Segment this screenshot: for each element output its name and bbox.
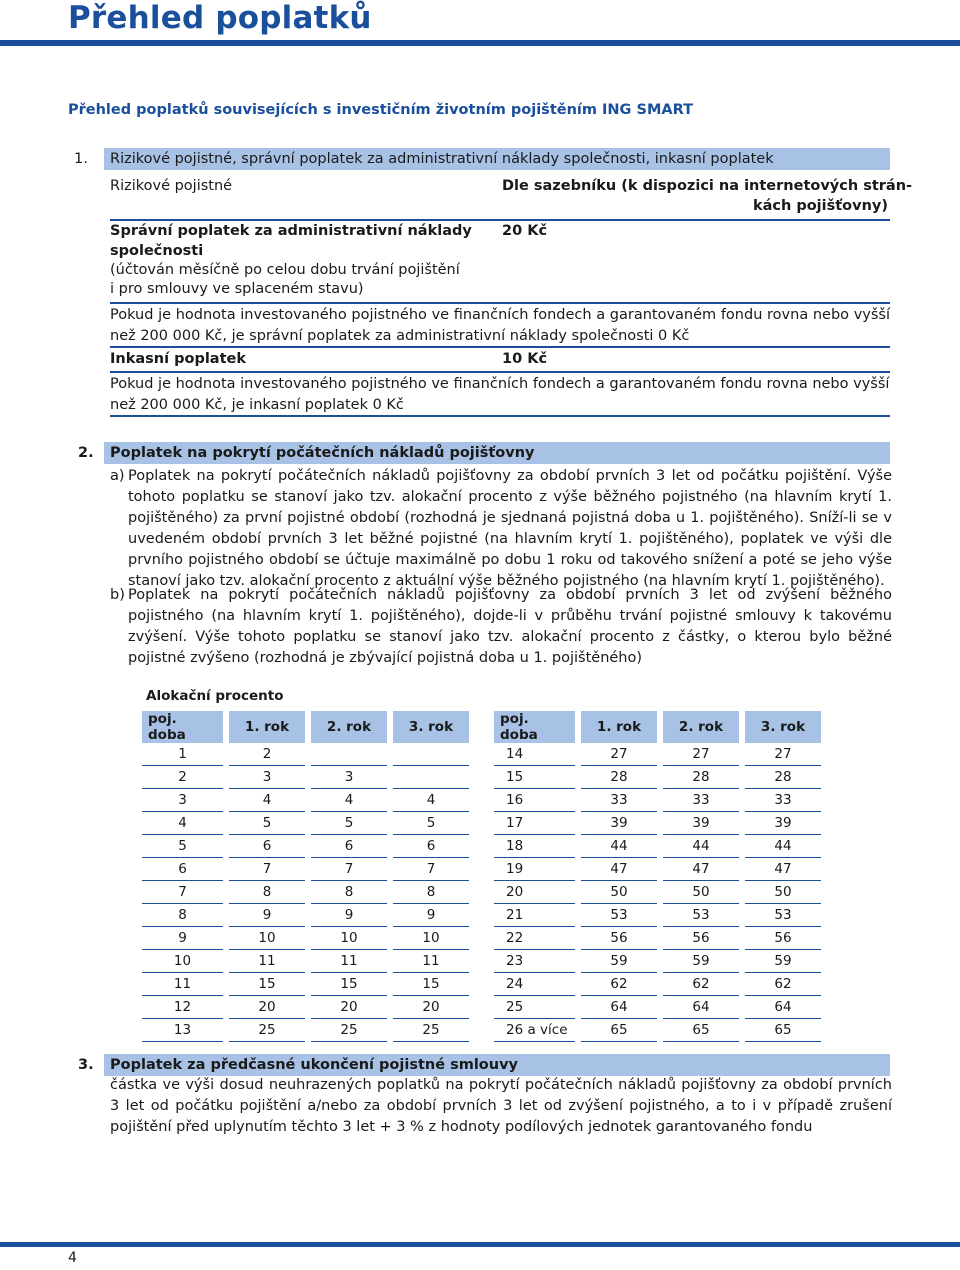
table-cell: 33	[745, 789, 821, 812]
table-row	[142, 973, 469, 996]
table-cell: 59	[663, 950, 739, 973]
admin-note-line2: i pro smlouvy ve splaceném stavu)	[110, 281, 364, 297]
table-cell: 7	[142, 881, 223, 904]
table-cell: 22	[494, 927, 575, 950]
table-cell: 65	[581, 1019, 657, 1042]
table-row	[494, 743, 821, 766]
table-cell: 27	[745, 743, 821, 766]
table-row	[142, 1019, 469, 1042]
table-cell: 56	[663, 927, 739, 950]
table-cell: 65	[663, 1019, 739, 1042]
table-cell: 56	[581, 927, 657, 950]
table-row	[494, 973, 821, 996]
table-cell: 24	[494, 973, 575, 996]
admin-label-line2: společnosti	[110, 243, 204, 259]
table-cell: 7	[229, 858, 305, 881]
table-cell: 25	[229, 1019, 305, 1042]
table-row	[142, 904, 469, 927]
table-cell: 20	[311, 996, 387, 1019]
table-row	[142, 789, 469, 812]
table-cell: 15	[494, 766, 575, 789]
header-rok-1: 1. rok	[581, 711, 657, 743]
table-cell: 26 a více	[494, 1019, 575, 1042]
table-cell: 8	[393, 881, 469, 904]
table-cell: 39	[745, 812, 821, 835]
table-row	[494, 927, 821, 950]
section2-item-b-label: b)	[110, 587, 125, 603]
table-cell: 3	[142, 789, 223, 812]
table-cell: 59	[581, 950, 657, 973]
table-row	[142, 766, 469, 789]
alokace-table-left	[136, 711, 475, 1042]
table-row	[142, 927, 469, 950]
table-cell: 13	[142, 1019, 223, 1042]
table-cell: 59	[745, 950, 821, 973]
table-cell: 18	[494, 835, 575, 858]
section2-item-b-text: Poplatek na pokrytí počátečních nákladů pojišťovny za období prvních 3 let od zvýšení běžného pojistného (na hlavním krytí 1. pojištěného), dojde-li v průběhu trvání pojistné smlouvy k takovému zvýšení. Výše tohoto poplatku se stanoví jako tzv. alokační procento z částky, o kterou bylo běžné pojistné zvýšeno (rozhodná je zbývající pojistná doba u 1. pojištěného)	[128, 587, 892, 666]
table-cell: 50	[663, 881, 739, 904]
table-cell: 33	[663, 789, 739, 812]
table-cell: 10	[393, 927, 469, 950]
table-row	[494, 789, 821, 812]
section1-heading: Rizikové pojistné, správní poplatek za administrativní náklady společnosti, inkasní poplatek	[104, 148, 890, 170]
title-rule	[0, 40, 960, 46]
table-cell: 25	[311, 1019, 387, 1042]
header-rok-2: 2. rok	[663, 711, 739, 743]
header-rok-3: 3. rok	[745, 711, 821, 743]
header-rok-1: 1. rok	[229, 711, 305, 743]
table-cell: 33	[581, 789, 657, 812]
table-cell: 2	[229, 743, 305, 766]
table-cell: 44	[581, 835, 657, 858]
table-cell: 4	[311, 789, 387, 812]
table-cell: 50	[581, 881, 657, 904]
table-row	[142, 858, 469, 881]
risk-label: Rizikové pojistné	[110, 178, 233, 194]
table-cell: 23	[494, 950, 575, 973]
table-cell: 62	[745, 973, 821, 996]
table-cell: 10	[229, 927, 305, 950]
table-cell: 12	[142, 996, 223, 1019]
table-cell: 5	[142, 835, 223, 858]
table-cell: 44	[663, 835, 739, 858]
table-cell: 6	[393, 835, 469, 858]
table-cell: 39	[581, 812, 657, 835]
table-row	[142, 950, 469, 973]
table-cell: 5	[311, 812, 387, 835]
table-row	[494, 950, 821, 973]
table-cell: 53	[745, 904, 821, 927]
alokace-title: Alokační procento	[146, 688, 284, 704]
table-cell: 64	[745, 996, 821, 1019]
table-cell: 20	[229, 996, 305, 1019]
table-cell: 9	[229, 904, 305, 927]
table-cell: 28	[745, 766, 821, 789]
table-cell: 17	[494, 812, 575, 835]
table-cell: 62	[581, 973, 657, 996]
table-cell: 25	[494, 996, 575, 1019]
admin-value: 20 Kč	[502, 223, 548, 239]
table-cell: 2	[142, 766, 223, 789]
table-cell: 28	[581, 766, 657, 789]
table-cell: 47	[663, 858, 739, 881]
page-number: 4	[68, 1250, 77, 1266]
table-cell	[393, 743, 469, 766]
table-cell: 3	[229, 766, 305, 789]
table-row	[494, 812, 821, 835]
table-cell: 19	[494, 858, 575, 881]
section1-number: 1.	[74, 151, 88, 167]
inkaso-label: Inkasní poplatek	[110, 351, 247, 367]
table-cell: 39	[663, 812, 739, 835]
table-cell: 6	[311, 835, 387, 858]
table-cell: 65	[745, 1019, 821, 1042]
table-cell: 8	[142, 904, 223, 927]
table-cell: 47	[581, 858, 657, 881]
section2-heading: Poplatek na pokrytí počátečních nákladů pojišťovny	[104, 442, 890, 464]
table-cell: 64	[581, 996, 657, 1019]
table-row	[494, 881, 821, 904]
table-cell: 3	[311, 766, 387, 789]
table-cell: 4	[229, 789, 305, 812]
table-cell: 44	[745, 835, 821, 858]
risk-value-line2: kách pojišťovny)	[752, 198, 888, 214]
table-cell: 5	[393, 812, 469, 835]
table-cell: 25	[393, 1019, 469, 1042]
header-poj-doba: poj. doba	[494, 711, 575, 743]
alokace-left-header-row	[142, 711, 469, 743]
inkaso-footnote: Pokud je hodnota investovaného pojistného ve finančních fondech a garantovaném fondu rovna nebo vyšší než 200 000 Kč, je inkasní poplatek 0 Kč	[110, 376, 890, 413]
table-cell: 7	[393, 858, 469, 881]
table-cell: 9	[393, 904, 469, 927]
section2-item-a-label: a)	[110, 468, 125, 484]
table-cell: 53	[581, 904, 657, 927]
table-cell: 5	[229, 812, 305, 835]
section3-heading: Poplatek za předčasné ukončení pojistné smlouvy	[104, 1054, 890, 1076]
table-cell: 15	[229, 973, 305, 996]
table-cell: 8	[311, 881, 387, 904]
table-cell: 20	[393, 996, 469, 1019]
header-rok-2: 2. rok	[311, 711, 387, 743]
section2-number: 2.	[78, 445, 94, 461]
admin-label-line1: Správní poplatek za administrativní náklady	[110, 223, 472, 239]
alokace-right-header-row	[494, 711, 821, 743]
table-cell: 27	[663, 743, 739, 766]
table-cell: 11	[393, 950, 469, 973]
table-cell: 10	[142, 950, 223, 973]
table-cell: 64	[663, 996, 739, 1019]
table-cell: 20	[494, 881, 575, 904]
header-poj-doba: poj. doba	[142, 711, 223, 743]
header-rok-3: 3. rok	[393, 711, 469, 743]
table-row	[142, 881, 469, 904]
table-cell: 4	[393, 789, 469, 812]
table-cell: 27	[581, 743, 657, 766]
rule-3	[110, 346, 890, 348]
inkaso-value: 10 Kč	[502, 351, 548, 367]
section2-item-a-text: Poplatek na pokrytí počátečních nákladů pojišťovny za období prvních 3 let od počátku pojištění. Výše tohoto poplatku se stanoví jako tzv. alokační procento z výše běžného pojistného (na hlavním krytí 1. pojištěného) za první pojistné období (rozhodná je sjednaná pojistná doba u 1. pojištěného). Sníží-li se v uvedeném období prvních 3 let běžné pojistné (na hlavním krytí 1. pojištěného), poplatek ve výši dle prvního pojistného období se účtuje maximálně po dobu 1 roku od takového snížení a poté se jeho výše stanoví jako tzv. alokační procento z aktuální výše běžného pojistného (na hlavním krytí 1. pojištěného).	[128, 468, 892, 589]
table-cell: 62	[663, 973, 739, 996]
section3-text: částka ve výši dosud neuhrazených poplatků na pokrytí počátečních nákladů pojišťovny za období prvních 3 let od počátku pojištění a/nebo za období prvních 3 let od zvýšení pojistného, a to i v případě zrušení pojištění před uplynutím těchto 3 let + 3 % z hodnoty podílových jednotek garantovaného fondu	[110, 1077, 892, 1135]
table-cell: 47	[745, 858, 821, 881]
page-title: Přehled poplatků	[68, 0, 372, 36]
section3-number: 3.	[78, 1057, 94, 1073]
table-row	[142, 835, 469, 858]
table-row	[142, 996, 469, 1019]
table-row	[494, 766, 821, 789]
table-cell: 21	[494, 904, 575, 927]
table-row	[494, 835, 821, 858]
table-cell: 6	[229, 835, 305, 858]
table-cell: 14	[494, 743, 575, 766]
rule-4	[110, 371, 890, 373]
admin-note-line1: (účtován měsíčně po celou dobu trvání pojištění	[110, 262, 460, 278]
rule-5	[110, 415, 890, 417]
table-cell: 8	[229, 881, 305, 904]
table-cell: 28	[663, 766, 739, 789]
table-cell: 9	[142, 927, 223, 950]
table-row	[494, 996, 821, 1019]
table-cell: 50	[745, 881, 821, 904]
table-row	[494, 1019, 821, 1042]
risk-value-line1: Dle sazebníku (k dispozici na internetových strán-	[502, 178, 913, 194]
table-cell: 11	[142, 973, 223, 996]
table-row	[142, 743, 469, 766]
table-cell	[393, 766, 469, 789]
table-cell: 11	[229, 950, 305, 973]
table-row	[494, 904, 821, 927]
table-cell: 56	[745, 927, 821, 950]
footer-rule	[0, 1242, 960, 1247]
table-row	[494, 858, 821, 881]
table-cell: 53	[663, 904, 739, 927]
table-cell: 16	[494, 789, 575, 812]
rule-2	[110, 302, 890, 304]
alokace-table-right	[488, 711, 827, 1042]
table-cell: 11	[311, 950, 387, 973]
subtitle: Přehled poplatků souvisejících s investičním životním pojištěním ING SMART	[68, 102, 694, 118]
table-cell: 15	[311, 973, 387, 996]
table-cell: 9	[311, 904, 387, 927]
table-row	[142, 812, 469, 835]
table-cell: 1	[142, 743, 223, 766]
table-cell: 15	[393, 973, 469, 996]
table-cell: 6	[142, 858, 223, 881]
table-cell: 7	[311, 858, 387, 881]
table-cell	[311, 743, 387, 766]
admin-footnote: Pokud je hodnota investovaného pojistného ve finančních fondech a garantovaném fondu rovna nebo vyšší než 200 000 Kč, je správní poplatek za administrativní náklady společnosti 0 Kč	[110, 307, 890, 344]
table-cell: 10	[311, 927, 387, 950]
table-cell: 4	[142, 812, 223, 835]
